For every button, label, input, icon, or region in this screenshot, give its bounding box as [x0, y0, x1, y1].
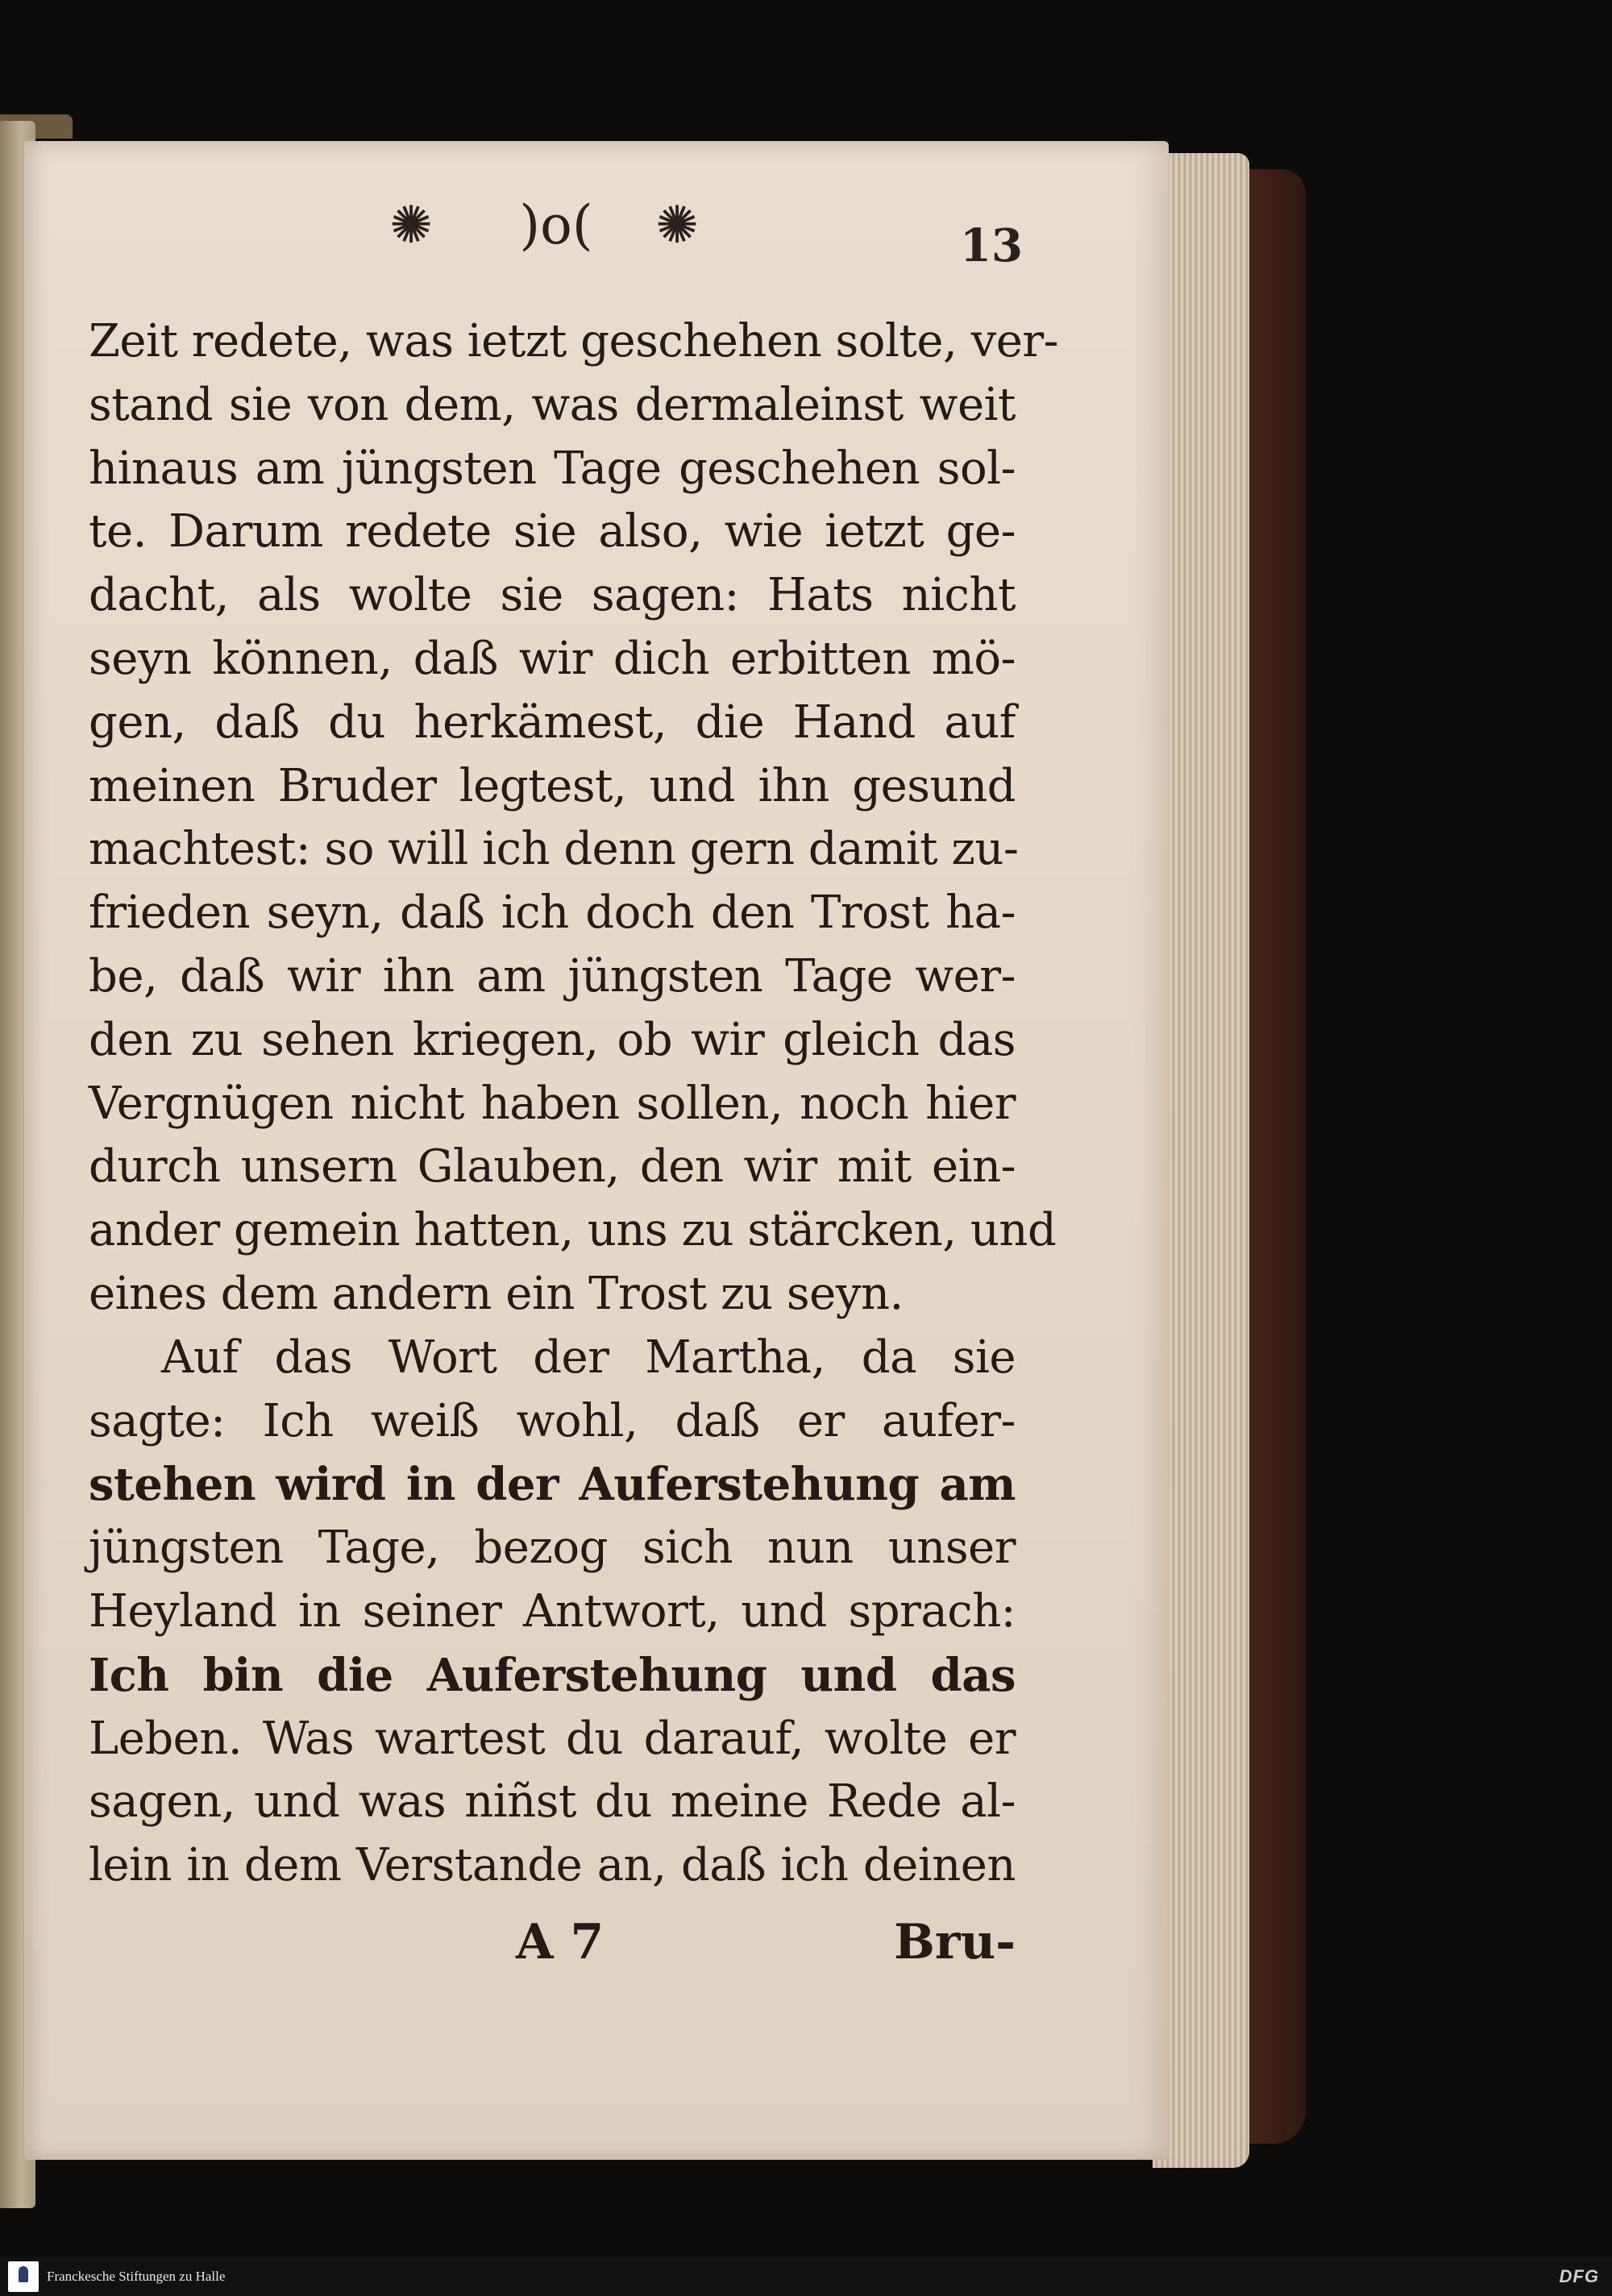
- page-number: 13: [960, 219, 1023, 272]
- signature-mark: A 7: [516, 1914, 604, 1970]
- text-line: te. Darum redete sie also, wie ietzt ge-: [89, 505, 1016, 558]
- text-line: Zeit redete, was ietzt geschehen solte, ver-: [89, 315, 1059, 367]
- institution-name: Franckesche Stiftungen zu Halle: [47, 2269, 226, 2284]
- text-line: Ich bin die Auferstehung und das: [89, 1648, 1016, 1702]
- flower-ornament-icon: ✺: [389, 196, 433, 255]
- text-line: be, daß wir ihn am jüngsten Tage wer-: [89, 949, 1016, 1003]
- running-header: [379, 193, 1040, 266]
- text-line: jüngsten Tage, bezog sich nun unser: [89, 1522, 1016, 1575]
- text-line: lein in dem Verstande an, daß ich deinen: [89, 1839, 1016, 1892]
- dfg-logo: DFG: [1559, 2266, 1599, 2286]
- text-line: Auf das Wort der Martha, da sie: [161, 1331, 1016, 1384]
- text-line: sagte: Ich weiß wohl, daß er aufer-: [89, 1394, 1016, 1447]
- flower-ornament-icon: ✺: [655, 196, 699, 255]
- text-line: machtest: so will ich denn gern damit zu-: [89, 823, 1019, 876]
- text-line: seyn können, daß wir dich erbitten mö-: [89, 632, 1016, 685]
- text-line: Heyland in seiner Antwort, und sprach:: [89, 1584, 1016, 1638]
- text-line: Leben. Was wartest du darauf, wolte er: [89, 1712, 1016, 1765]
- text-line: den zu sehen kriegen, ob wir gleich das: [89, 1013, 1016, 1066]
- page-footer: [89, 1910, 1016, 1974]
- header-center-mark: )o(: [519, 194, 593, 256]
- text-line: sagen, und was niñst du meine Rede al-: [89, 1775, 1016, 1829]
- text-line: meinen Bruder legtest, und ihn gesund: [89, 759, 1016, 812]
- text-line: gen, daß du herkämest, die Hand auf: [89, 695, 1016, 749]
- body-text: [89, 310, 1059, 1898]
- text-line: dacht, als wolte sie sagen: Hats nicht: [89, 569, 1016, 622]
- text-line: durch unsern Glauben, den wir mit ein-: [89, 1140, 1016, 1194]
- viewer-footer-bar: [0, 2257, 1612, 2296]
- text-line: Vergnügen nicht haben sollen, noch hier: [89, 1077, 1016, 1130]
- text-line: hinaus am jüngsten Tage geschehen sol-: [89, 442, 1016, 495]
- institution-logo-icon: [8, 2261, 39, 2292]
- text-line: frieden seyn, daß ich doch den Trost ha-: [89, 886, 1016, 940]
- text-line: stehen wird in der Auferstehung am: [89, 1458, 1016, 1512]
- text-line: stand sie von dem, was dermaleinst weit: [89, 378, 1016, 431]
- text-line: eines dem andern ein Trost zu seyn.: [89, 1267, 904, 1320]
- catchword: Bru-: [894, 1914, 1016, 1970]
- text-line: ander gemein hatten, uns zu stärcken, und: [89, 1204, 1057, 1257]
